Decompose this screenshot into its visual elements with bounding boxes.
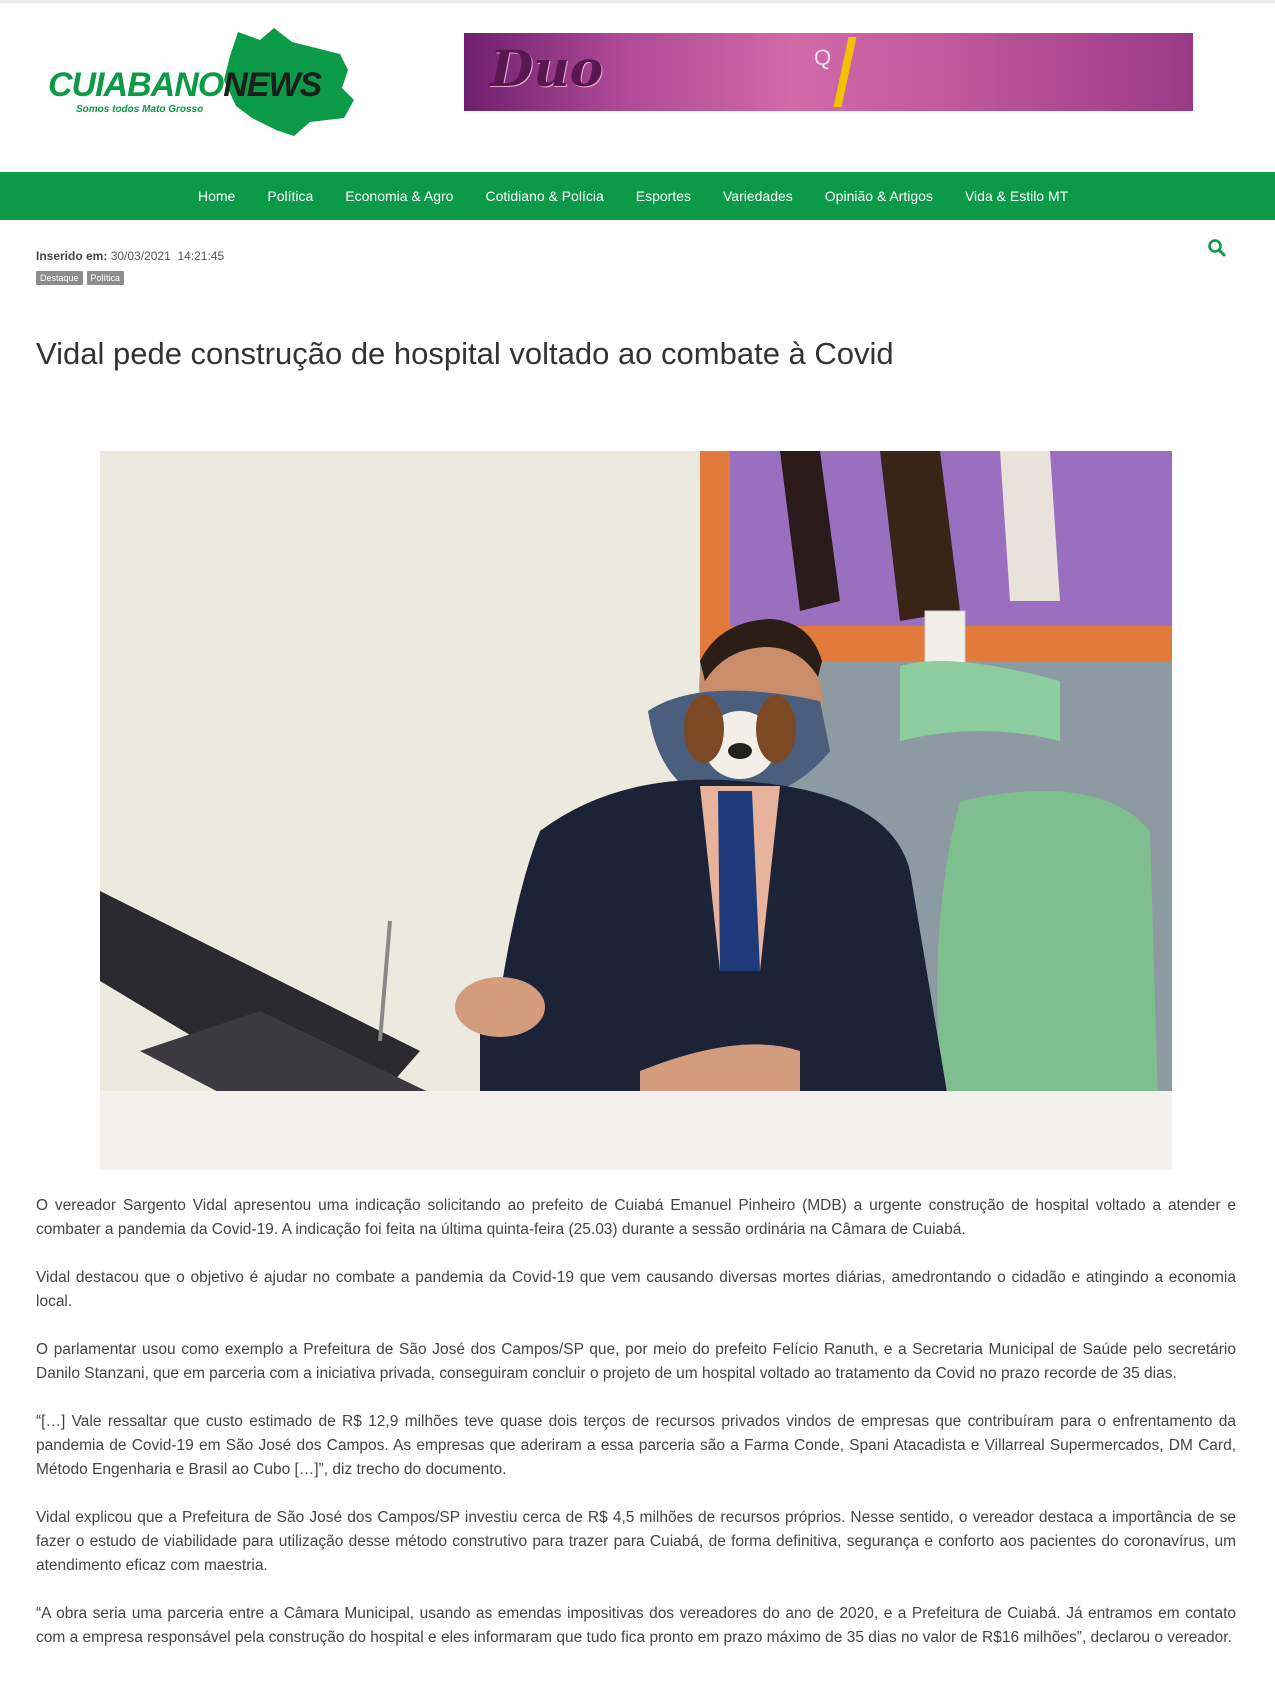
search-button[interactable] xyxy=(1207,238,1227,258)
article-paragraph: Vidal explicou que a Prefeitura de São José dos Campos/SP investiu cerca de R$ 4,5 milhões de recursos próprios. Nesse sentido, o vereador destaca a importância de se fazer o estudo de viabilidade para utilização desse método construtivo para trazer para Cuiabá, de forma definitiva, segurança e conforto aos pacientes do coronavírus, um atendimento eficaz com maestria. xyxy=(36,1509,1236,1574)
banner-brand: Duo xyxy=(490,39,604,98)
nav-item-economia-agro[interactable]: Economia & Agro xyxy=(345,188,454,204)
banner-accent-bar xyxy=(834,37,857,107)
nav-item-politica[interactable]: Política xyxy=(267,188,314,204)
nav-item-vida-estilo-mt[interactable]: Vida & Estilo MT xyxy=(964,188,1069,204)
tag-politica[interactable]: Política xyxy=(87,271,125,285)
search-icon xyxy=(1207,238,1227,258)
logo-slogan: Somos todos Mato Grosso xyxy=(76,104,204,115)
nav-item-variedades[interactable]: Variedades xyxy=(723,188,793,204)
inserted-label: Inserido em: xyxy=(36,249,108,263)
advertisement-banner[interactable] xyxy=(464,33,1193,111)
nav-items xyxy=(198,172,1100,220)
article-photo xyxy=(100,451,1172,1170)
article-paragraph: Vidal destacou que o objetivo é ajudar no combate a pandemia da Covid-19 que vem causando diversas mortes diárias, amedrontando o cidadão e atingindo a economia local. xyxy=(36,1269,1236,1310)
nav-item-opiniao-artigos[interactable]: Opinião & Artigos xyxy=(824,188,933,204)
post-tags xyxy=(36,271,128,285)
article-paragraph: O parlamentar usou como exemplo a Prefeitura de São José dos Campos/SP que, por meio do prefeito Felício Ranuth, e a Secretaria Municipal de Saúde pelo secretário Danilo Stanzani, que em parceria com a iniciativa privada, conseguiram concluir o projeto de um hospital voltado ao tratamento da Covid no prazo recorde de 35 dias. xyxy=(36,1341,1236,1382)
photo-illustration xyxy=(100,451,1172,1170)
article-title: Vidal pede construção de hospital voltado ao combate à Covid xyxy=(36,336,894,371)
top-divider xyxy=(0,0,1275,3)
article-paragraph: “[…] Vale ressaltar que custo estimado de R$ 12,9 milhões teve quase dois terços de recursos privados vindos de empresas que contribuíram para o enfrentamento da pandemia de Covid-19 em São José dos Campos. As empresas que aderiram a essa parceria são a Farma Conde, Spani Atacadista e Villarreal Supermercados, DM Card, Método Engenharia e Brasil ao Cubo […]”, diz trecho do documento. xyxy=(36,1413,1236,1478)
post-time: 14:21:45 xyxy=(177,249,225,263)
post-date: 30/03/2021 xyxy=(110,249,171,263)
banner-glyph: Q xyxy=(814,45,832,70)
site-logo[interactable] xyxy=(48,26,378,141)
tag-destaque[interactable]: Destaque xyxy=(36,271,83,285)
article-paragraph: O vereador Sargento Vidal apresentou uma indicação solicitando ao prefeito de Cuiabá Emanuel Pinheiro (MDB) a urgente construção de hospital voltado a atender e combater a pandemia da Covid-19. A indicação foi feita na última quinta-feira (25.03) durante a sessão ordinária na Câmara de Cuiabá. xyxy=(36,1197,1236,1238)
nav-item-esportes[interactable]: Esportes xyxy=(635,188,691,204)
nav-item-cotidiano-policia[interactable]: Cotidiano & Polícia xyxy=(485,188,604,204)
article-paragraph: “A obra seria uma parceria entre a Câmara Municipal, usando as emendas impositivas dos vereadores do ano de 2020, e a Prefeitura de Cuiabá. Já entramos em contato com a empresa responsável pela construção do hospital e eles informaram que tudo fica pronto em prazo máximo de 35 dias no valor de R$16 milhões”, declarou o vereador. xyxy=(36,1605,1236,1646)
post-meta xyxy=(36,249,224,263)
article-body xyxy=(36,1194,1236,1674)
nav-item-home[interactable]: Home xyxy=(198,188,236,204)
logo-wordmark: CUIABANONEWS xyxy=(48,66,322,104)
main-navigation xyxy=(0,172,1275,220)
